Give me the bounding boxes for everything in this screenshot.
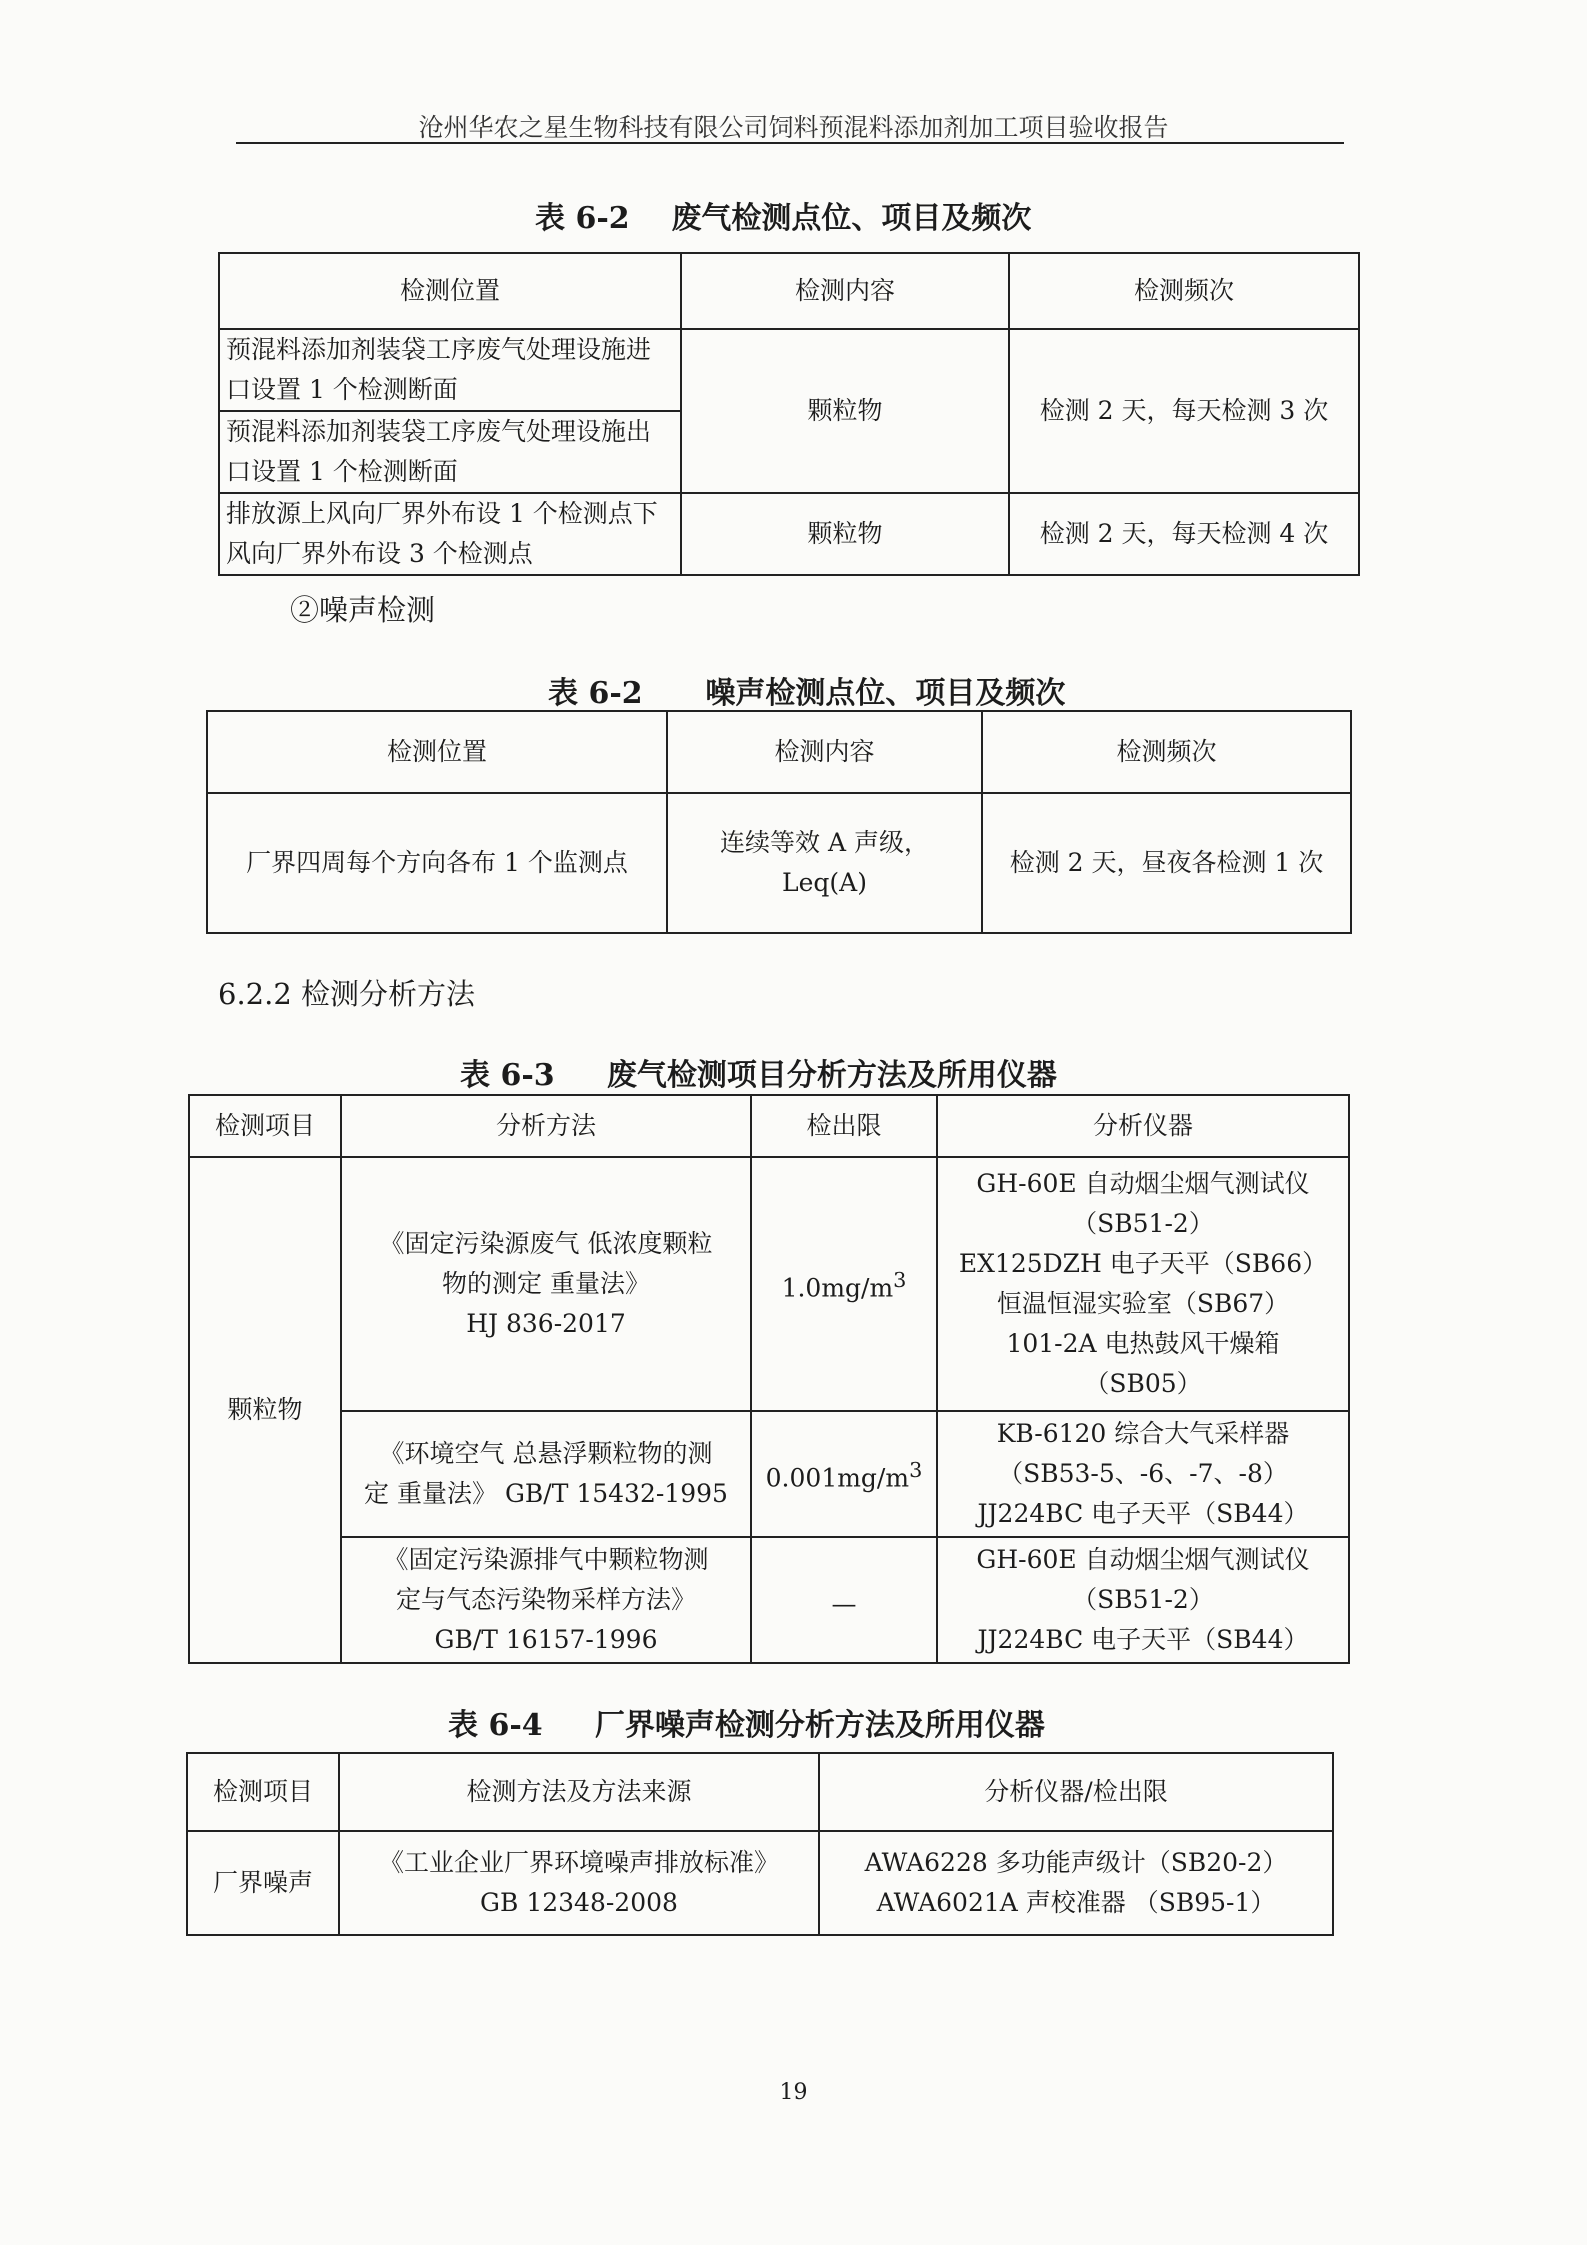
table-header-row xyxy=(189,1095,1349,1157)
location-cell: 排放源上风向厂界外布设 1 个检测点下风向厂界外布设 3 个检测点 xyxy=(219,493,681,575)
content-cell: 颗粒物 xyxy=(681,329,1009,493)
instrument-cell xyxy=(937,1537,1349,1663)
instrument-line: AWA6021A 声校准器 （SB95-1） xyxy=(876,1888,1276,1917)
instrument-line: 恒温恒湿实验室（SB67） xyxy=(996,1289,1290,1318)
method-cell xyxy=(341,1157,751,1411)
limit-cell xyxy=(751,1537,937,1663)
table-row xyxy=(187,1831,1333,1935)
header-content: 检测内容 xyxy=(681,253,1009,329)
method-cell xyxy=(341,1537,751,1663)
instrument-line: （SB51-2） xyxy=(1072,1209,1214,1238)
frequency-cell: 检测 2 天，昼夜各检测 1 次 xyxy=(982,793,1351,933)
section-method-heading: 6.2.2 检测分析方法 xyxy=(218,977,476,1011)
instrument-line: 101-2A 电热鼓风干燥箱 xyxy=(1006,1329,1280,1358)
header-frequency: 检测频次 xyxy=(982,711,1351,793)
instrument-line: GH-60E 自动烟尘烟气测试仪 xyxy=(976,1545,1310,1574)
table-header-row xyxy=(219,253,1359,329)
table-row xyxy=(219,493,1359,575)
section-noise-heading: ②噪声检测 xyxy=(290,593,436,627)
table-row xyxy=(189,1157,1349,1411)
header-method: 检测方法及方法来源 xyxy=(339,1753,819,1831)
table-header-row xyxy=(207,711,1351,793)
table-row xyxy=(207,793,1351,933)
instrument-line: GH-60E 自动烟尘烟气测试仪 xyxy=(976,1169,1310,1198)
method-cell xyxy=(341,1411,751,1537)
header-instrument: 分析仪器/检出限 xyxy=(819,1753,1333,1831)
header-location: 检测位置 xyxy=(219,253,681,329)
limit-value: 1.0mg/m xyxy=(781,1273,894,1303)
location-cell: 预混料添加剂装袋工序废气处理设施出口设置 1 个检测断面 xyxy=(219,411,681,493)
method-cell xyxy=(339,1831,819,1935)
limit-cell xyxy=(751,1157,937,1411)
content-cell xyxy=(667,793,982,933)
caption-number: 表 6-2 xyxy=(548,676,643,711)
table-caption xyxy=(535,193,1031,237)
method-line: 《固定污染源废气 低浓度颗粒 xyxy=(379,1229,713,1258)
instrument-line: KB-6120 综合大气采样器 xyxy=(996,1419,1290,1448)
caption-text: 废气检测项目分析方法及所用仪器 xyxy=(606,1058,1057,1093)
table-row xyxy=(189,1411,1349,1537)
content-cell: 颗粒物 xyxy=(681,493,1009,575)
table-caption xyxy=(448,1700,1045,1744)
instrument-cell xyxy=(937,1157,1349,1411)
page-number: 19 xyxy=(779,2080,808,2105)
item-cell: 厂界噪声 xyxy=(187,1831,339,1935)
limit-cell xyxy=(751,1411,937,1537)
header-method: 分析方法 xyxy=(341,1095,751,1157)
noise-points-table xyxy=(206,710,1352,934)
method-line: 定与气态污染物采样方法》 xyxy=(395,1585,696,1614)
header-item: 检测项目 xyxy=(189,1095,341,1157)
instrument-line: JJ224BC 电子天平（SB44） xyxy=(977,1499,1309,1528)
item-cell: 颗粒物 xyxy=(189,1157,341,1663)
waste-gas-methods-table xyxy=(188,1094,1350,1664)
method-line: 定 重量法》 GB/T 15432-1995 xyxy=(364,1479,728,1508)
header-frequency: 检测频次 xyxy=(1009,253,1359,329)
instrument-cell xyxy=(937,1411,1349,1537)
frequency-cell: 检测 2 天，每天检测 4 次 xyxy=(1009,493,1359,575)
location-cell: 厂界四周每个方向各布 1 个监测点 xyxy=(207,793,667,933)
instrument-line: AWA6228 多功能声级计（SB20-2） xyxy=(864,1848,1288,1877)
method-line: HJ 836-2017 xyxy=(466,1309,626,1338)
table-caption xyxy=(548,668,1065,712)
header-limit: 检出限 xyxy=(751,1095,937,1157)
page-header-title: 沧州华农之星生物科技有限公司饲料预混料添加剂加工项目验收报告 xyxy=(418,113,1169,142)
method-line: 《固定污染源排气中颗粒物测 xyxy=(383,1545,709,1574)
caption-text: 噪声检测点位、项目及频次 xyxy=(705,676,1066,711)
method-line: 物的测定 重量法》 xyxy=(442,1269,650,1298)
method-line: GB/T 16157-1996 xyxy=(434,1625,658,1654)
instrument-line: （SB53-5、-6、-7、-8） xyxy=(998,1459,1288,1488)
noise-methods-table xyxy=(186,1752,1334,1936)
frequency-cell: 检测 2 天，每天检测 3 次 xyxy=(1009,329,1359,493)
limit-unit-sup: 3 xyxy=(893,1267,907,1292)
instrument-line: JJ224BC 电子天平（SB44） xyxy=(977,1625,1309,1654)
caption-number: 表 6-4 xyxy=(448,1708,543,1743)
instrument-line: （SB05） xyxy=(1084,1369,1202,1398)
caption-number: 表 6-3 xyxy=(460,1058,555,1093)
instrument-cell xyxy=(819,1831,1333,1935)
header-instrument: 分析仪器 xyxy=(937,1095,1349,1157)
limit-unit-sup: 3 xyxy=(909,1457,923,1482)
location-cell: 预混料添加剂装袋工序废气处理设施进口设置 1 个检测断面 xyxy=(219,329,681,411)
waste-gas-points-table xyxy=(218,252,1360,576)
caption-number: 表 6-2 xyxy=(535,201,630,236)
header-item: 检测项目 xyxy=(187,1753,339,1831)
instrument-line: EX125DZH 电子天平（SB66） xyxy=(958,1249,1328,1278)
limit-value: — xyxy=(831,1589,857,1619)
method-line: GB 12348-2008 xyxy=(480,1888,678,1917)
table-header-row xyxy=(187,1753,1333,1831)
header-content: 检测内容 xyxy=(667,711,982,793)
header-location: 检测位置 xyxy=(207,711,667,793)
table-caption xyxy=(460,1050,1057,1094)
instrument-line: （SB51-2） xyxy=(1072,1585,1214,1614)
table-row xyxy=(189,1537,1349,1663)
header-rule xyxy=(236,142,1344,144)
content-line: 连续等效 A 声级， xyxy=(720,828,929,857)
method-line: 《工业企业厂界环境噪声排放标准》 xyxy=(378,1848,779,1877)
method-line: 《环境空气 总悬浮颗粒物的测 xyxy=(379,1439,713,1468)
content-line: Leq(A) xyxy=(782,868,867,897)
table-row xyxy=(219,329,1359,411)
caption-text: 废气检测点位、项目及频次 xyxy=(671,201,1032,236)
caption-text: 厂界噪声检测分析方法及所用仪器 xyxy=(594,1708,1045,1743)
limit-value: 0.001mg/m xyxy=(765,1463,910,1493)
